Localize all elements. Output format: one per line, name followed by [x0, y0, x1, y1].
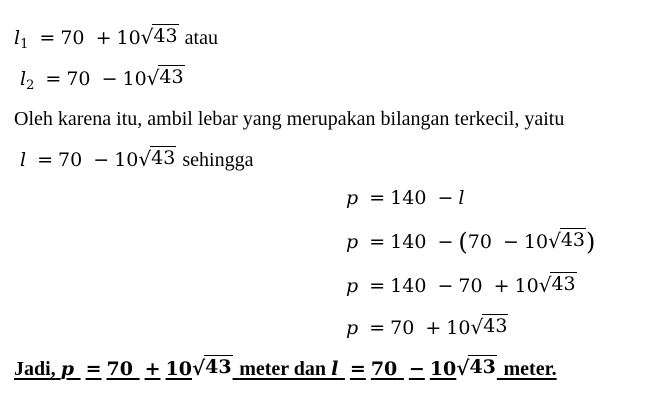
- coefficient-10: 10: [429, 358, 457, 380]
- minus-sign: −: [437, 275, 454, 297]
- term-70: 70: [58, 149, 83, 171]
- coefficient-10: 10: [116, 27, 141, 49]
- radical-sign-icon: √: [548, 229, 561, 253]
- square-root: [147, 65, 185, 88]
- plus-sign: +: [425, 317, 442, 339]
- term-140: 140: [390, 275, 427, 297]
- minus-sign: −: [408, 358, 425, 380]
- equals-sign: =: [349, 358, 366, 380]
- var-p: p: [60, 358, 74, 380]
- var-l: l: [458, 187, 465, 209]
- var-l: l: [20, 68, 27, 90]
- equation-p-step1: [346, 185, 464, 211]
- equation-p-step4: [346, 314, 508, 341]
- explanation-sentence: Oleh karena itu, ambil lebar yang merupakan bilangan terkecil, yaitu: [14, 108, 565, 130]
- equals-sign: =: [369, 275, 386, 297]
- term-70: 70: [60, 27, 85, 49]
- word-meter: meter.: [503, 358, 557, 380]
- radicand: 43: [153, 25, 178, 47]
- equals-sign: =: [369, 231, 386, 253]
- term-70: 70: [106, 358, 133, 380]
- square-root: [192, 355, 233, 378]
- var-p: p: [346, 231, 359, 253]
- radical-sign-icon: √: [470, 315, 484, 339]
- square-root: [548, 228, 586, 251]
- term-140: 140: [390, 187, 427, 209]
- equals-sign: =: [45, 68, 62, 90]
- word-atau: atau: [184, 27, 218, 49]
- equation-p-step3: [346, 272, 577, 299]
- plus-sign: +: [493, 275, 510, 297]
- minus-sign: −: [93, 149, 110, 171]
- term-70: 70: [66, 68, 91, 90]
- word-sehingga: sehingga: [182, 149, 254, 171]
- term-70: 70: [458, 275, 483, 297]
- plus-sign: +: [95, 27, 112, 49]
- radicand: 43: [151, 147, 176, 169]
- radicand: 43: [551, 273, 576, 295]
- equals-sign: =: [85, 358, 102, 380]
- equals-sign: =: [37, 149, 54, 171]
- square-root: [456, 355, 497, 378]
- words-meter-dan: meter dan: [239, 358, 327, 380]
- term-70: 70: [370, 358, 398, 380]
- coefficient-10: 10: [523, 231, 549, 253]
- radical-sign-icon: √: [146, 66, 160, 90]
- radical-sign-icon: √: [456, 356, 470, 380]
- left-parenthesis: (: [458, 228, 468, 256]
- minus-sign: −: [437, 187, 454, 209]
- plus-sign: +: [144, 358, 161, 380]
- square-root: [141, 24, 179, 47]
- radicand: 43: [560, 229, 586, 251]
- minus-sign: −: [101, 68, 118, 90]
- subscript-2: 2: [26, 78, 35, 93]
- equation-l: [20, 146, 253, 173]
- var-p: p: [346, 275, 359, 297]
- equals-sign: =: [39, 27, 56, 49]
- equals-sign: =: [369, 317, 386, 339]
- var-l: l: [14, 27, 21, 49]
- coefficient-10: 10: [446, 317, 471, 339]
- right-parenthesis: ): [586, 228, 596, 256]
- word-jadi: Jadi,: [14, 358, 56, 380]
- coefficient-10: 10: [114, 149, 139, 171]
- var-p: p: [346, 187, 359, 209]
- coefficient-10: 10: [165, 358, 192, 380]
- term-140: 140: [390, 231, 427, 253]
- coefficient-10: 10: [122, 68, 147, 90]
- radicand: 43: [483, 315, 508, 337]
- term-70: 70: [467, 231, 492, 253]
- radical-sign-icon: √: [140, 25, 154, 49]
- equation-l1: [14, 24, 218, 51]
- equation-l2: [20, 65, 185, 92]
- radicand: 43: [159, 66, 184, 88]
- var-l: l: [331, 358, 339, 380]
- coefficient-10: 10: [514, 275, 539, 297]
- equation-p-step2: [346, 228, 595, 255]
- conclusion: [14, 355, 557, 382]
- equals-sign: =: [369, 187, 386, 209]
- radicand: 43: [205, 356, 232, 378]
- square-root: [138, 146, 176, 169]
- var-p: p: [346, 317, 359, 339]
- minus-sign: −: [437, 231, 454, 253]
- square-root: [470, 314, 508, 337]
- radical-sign-icon: √: [191, 356, 206, 380]
- radical-sign-icon: √: [538, 273, 552, 297]
- radical-sign-icon: √: [138, 147, 152, 171]
- radicand: 43: [469, 356, 496, 378]
- subscript-1: 1: [20, 37, 29, 52]
- var-l: l: [20, 149, 27, 171]
- square-root: [539, 272, 577, 295]
- minus-sign: −: [502, 231, 519, 253]
- term-70: 70: [390, 317, 415, 339]
